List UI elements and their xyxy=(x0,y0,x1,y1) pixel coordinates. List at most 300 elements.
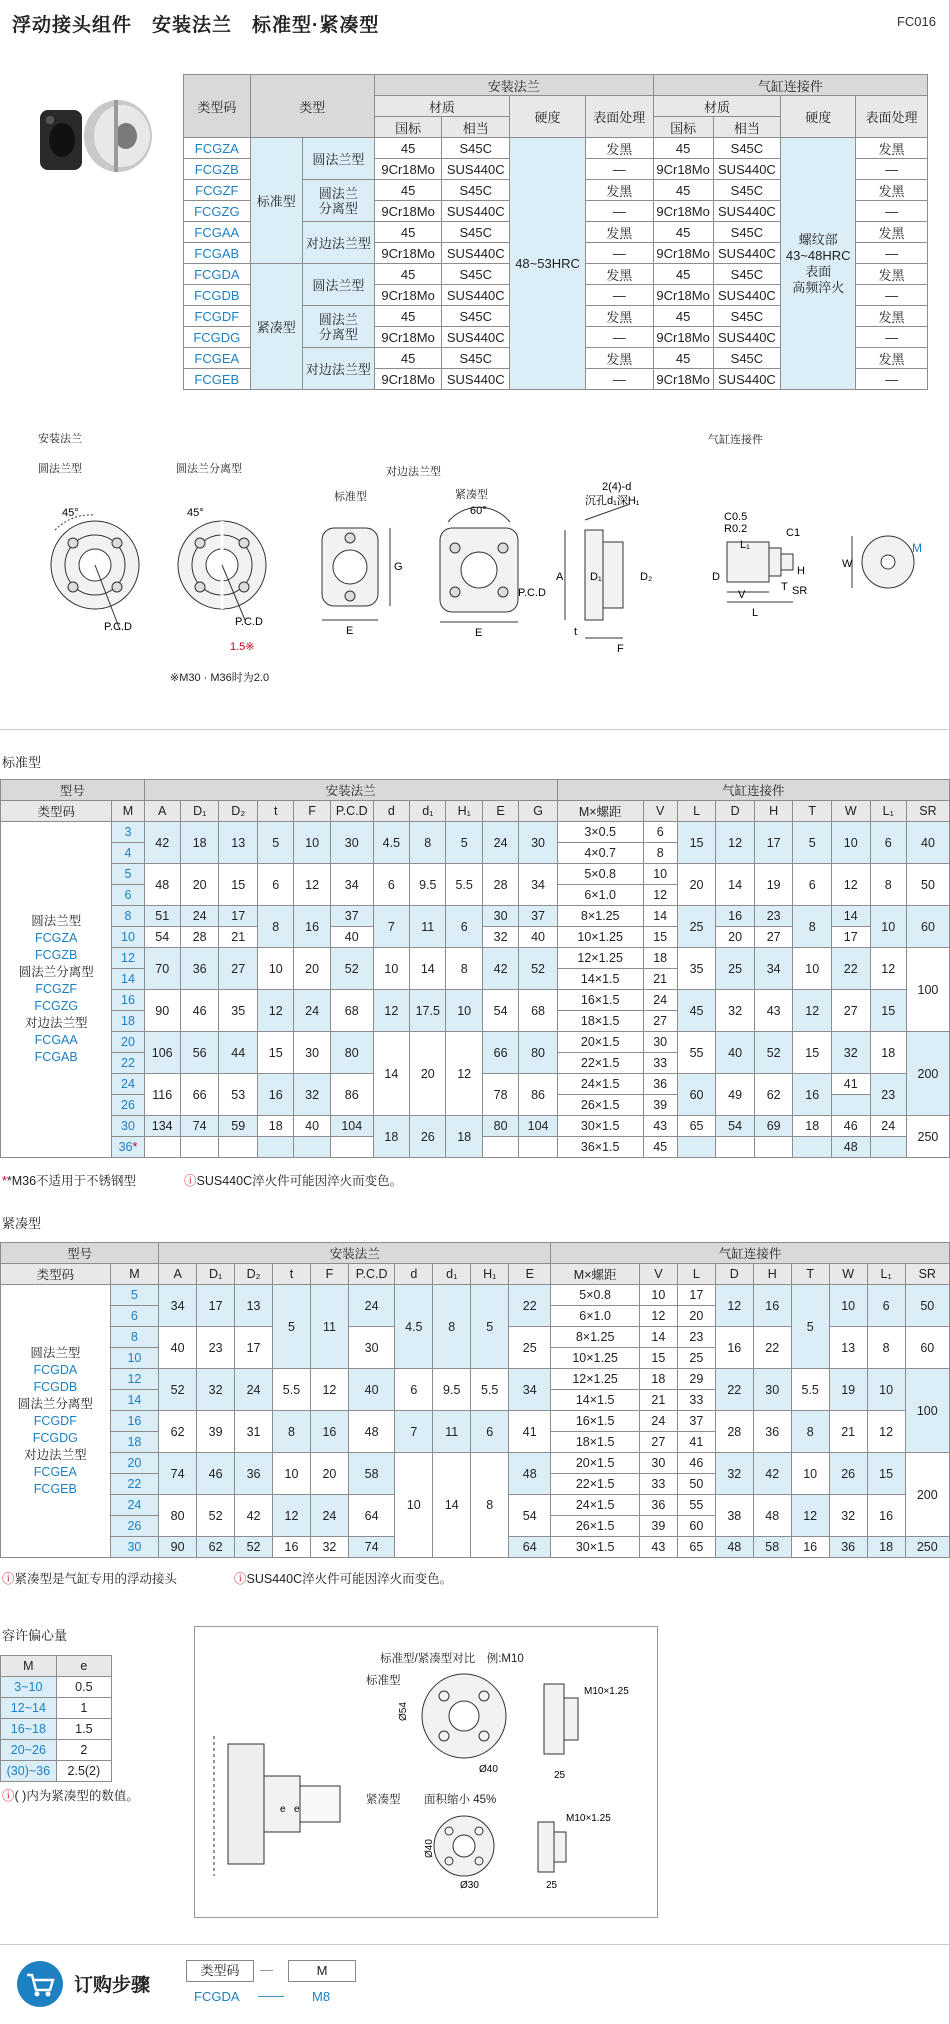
header-col: T xyxy=(793,801,832,822)
cell-T: 18 xyxy=(793,1116,832,1137)
header-type-code: 类型码 xyxy=(184,75,251,138)
cell-D1: 39 xyxy=(197,1411,235,1453)
header-col: d₁ xyxy=(433,1264,471,1285)
compact-note-1: ⓘ紧凑型是气缸专用的浮动接头 xyxy=(2,1572,178,1586)
cell-t: 8 xyxy=(273,1411,311,1453)
cell-T: 10 xyxy=(791,1453,829,1495)
cell-V: 27 xyxy=(639,1432,677,1453)
table-row xyxy=(1,948,950,969)
cell-G: 34 xyxy=(519,864,558,906)
cyl-surface: 发黑 xyxy=(856,222,928,243)
m-size: 6 xyxy=(110,1306,159,1327)
compact-section-label: 紧凑型 xyxy=(2,1216,42,1231)
table-header-row xyxy=(1,1264,950,1285)
cell-W: 48 xyxy=(831,1137,870,1158)
cell-D2: 52 xyxy=(235,1537,273,1558)
opp-flange-label: 对边法兰型 xyxy=(386,466,441,478)
type-code-link: FCGAA xyxy=(184,222,251,243)
type-code-link[interactable]: FCGZB xyxy=(35,948,78,962)
m-size: 5 xyxy=(110,1285,159,1306)
type-code-link[interactable]: FCGZF xyxy=(35,982,78,996)
cell-D1: 46 xyxy=(197,1453,235,1495)
V-label: V xyxy=(738,589,746,601)
material-equiv: SUS440C xyxy=(442,285,510,306)
cell-F xyxy=(294,1137,330,1158)
cell-L: 60 xyxy=(677,1074,716,1116)
header-col: P.C.D xyxy=(330,801,373,822)
gap-note: ※M30 · M36时为2.0 xyxy=(170,672,270,684)
d30-label: Ø30 xyxy=(460,1880,479,1891)
cell-H1: 8 xyxy=(446,948,482,990)
cell-V: 6 xyxy=(643,822,677,843)
header-col: W xyxy=(831,801,870,822)
cell-t: 5.5 xyxy=(273,1369,311,1411)
E-label-2: E xyxy=(475,627,483,639)
cell-T xyxy=(793,1137,832,1158)
cell-A: 80 xyxy=(159,1495,197,1537)
cell-L1: 12 xyxy=(870,948,906,990)
cell-H: 27 xyxy=(754,927,793,948)
cell-A: 106 xyxy=(144,1032,180,1074)
R02-label: R0.2 xyxy=(724,523,748,535)
ecc-m: 12~14 xyxy=(1,1698,57,1719)
cell-V: 14 xyxy=(639,1327,677,1348)
material-equiv: SUS440C xyxy=(442,369,510,390)
cell-F: 32 xyxy=(294,1074,330,1116)
cell-H: 17 xyxy=(754,822,793,864)
m-size: 14 xyxy=(110,1390,159,1411)
header-col: L₁ xyxy=(870,801,906,822)
cell-MP: 4×0.7 xyxy=(557,843,643,864)
type-spec-table xyxy=(183,74,928,390)
cell-V: 30 xyxy=(643,1032,677,1053)
D1-label: D₁ xyxy=(590,571,602,583)
m-size: 12 xyxy=(110,1369,159,1390)
type-code-link[interactable]: FCGZA xyxy=(35,931,78,945)
order-box-m: M xyxy=(288,1960,356,1982)
cell-d1: 8 xyxy=(433,1285,471,1369)
cell-L: 15 xyxy=(677,822,716,864)
header-col: SR xyxy=(905,1264,949,1285)
split-flange-label: 圆法兰分离型 xyxy=(176,463,242,475)
cell-d: 6 xyxy=(373,864,409,906)
m-size: 24 xyxy=(112,1074,144,1095)
cyl-surface: — xyxy=(856,243,928,264)
cyl-surface: 发黑 xyxy=(856,264,928,285)
cell-V: 33 xyxy=(639,1474,677,1495)
cyl-material-std: 9Cr18Mo xyxy=(653,369,713,390)
cyl-surface: 发黑 xyxy=(856,306,928,327)
cell-MP: 14×1.5 xyxy=(557,969,643,990)
cell-d: 7 xyxy=(373,906,409,948)
cyl-surface: — xyxy=(856,369,928,390)
cell-SR: 100 xyxy=(906,948,949,1032)
material-equiv: SUS440C xyxy=(442,243,510,264)
cell-F: 12 xyxy=(294,864,330,906)
header-cylinder: 气缸连接件 xyxy=(551,1243,950,1264)
cyl-surface: — xyxy=(856,201,928,222)
sub-opposite: 对边法兰型 xyxy=(302,348,374,390)
cell-L: 55 xyxy=(677,1495,715,1516)
material-std: 45 xyxy=(374,264,442,285)
cell-L: 55 xyxy=(677,1032,716,1074)
cell-W: 12 xyxy=(831,864,870,906)
type-code-link: FCGDG xyxy=(184,327,251,348)
material-std: 45 xyxy=(374,306,442,327)
type-code-link[interactable]: FCGAA xyxy=(34,1033,78,1047)
material-equiv: S45C xyxy=(442,306,510,327)
type-code-link[interactable]: FCGDB xyxy=(33,1379,78,1394)
table-row xyxy=(1,822,950,843)
cell-D2: 53 xyxy=(219,1074,258,1116)
cyl-material-equiv: S45C xyxy=(713,180,781,201)
cell-A: 48 xyxy=(144,864,180,906)
cell-SR: 200 xyxy=(906,1032,949,1116)
cell-W: 17 xyxy=(831,927,870,948)
cell-L: 29 xyxy=(677,1369,715,1390)
m-size: 20 xyxy=(110,1453,159,1474)
cell-H: 58 xyxy=(753,1537,791,1558)
cell-D1: 46 xyxy=(180,990,219,1032)
cell-PCD: 86 xyxy=(330,1074,373,1116)
cyl-material-equiv: SUS440C xyxy=(713,285,781,306)
type-code-link[interactable]: FCGDG xyxy=(32,1430,78,1445)
cell-L: 20 xyxy=(677,864,716,906)
W-label: W xyxy=(842,558,853,570)
surface: — xyxy=(585,159,653,180)
header-col: H₁ xyxy=(446,801,482,822)
cell-F: 24 xyxy=(294,990,330,1032)
cell-E: 32 xyxy=(482,927,518,948)
material-equiv: S45C xyxy=(442,180,510,201)
product-code: FC016 xyxy=(896,14,936,29)
cyl-surface: 发黑 xyxy=(856,180,928,201)
comparison-standard-label: 标准型 xyxy=(366,1675,401,1687)
cell-H: 22 xyxy=(753,1327,791,1369)
cyl-material-std: 45 xyxy=(653,138,713,159)
cell-A: 51 xyxy=(144,906,180,927)
type-code-link[interactable]: FCGEB xyxy=(33,1481,77,1496)
header-e: e xyxy=(56,1656,111,1677)
cell-t: 8 xyxy=(258,906,294,948)
cell-D1: 20 xyxy=(180,864,219,906)
cyl-material-std: 45 xyxy=(653,348,713,369)
cell-D2: 35 xyxy=(219,990,258,1032)
cell-d: 7 xyxy=(395,1411,433,1453)
m-size: 14 xyxy=(112,969,144,990)
cell-PCD: 40 xyxy=(330,927,373,948)
cell-SR: 250 xyxy=(905,1537,949,1558)
cell-H1: 6 xyxy=(471,1411,509,1453)
cell-MP: 12×1.25 xyxy=(551,1369,640,1390)
material-equiv: S45C xyxy=(442,222,510,243)
header-flange: 安装法兰 xyxy=(144,780,557,801)
cell-H: 23 xyxy=(754,906,793,927)
m-size: 10 xyxy=(110,1348,159,1369)
cell-V: 33 xyxy=(643,1053,677,1074)
type-code-link[interactable]: FCGEA xyxy=(33,1464,77,1479)
table-header-row xyxy=(1,1656,112,1677)
header-col: t xyxy=(273,1264,311,1285)
cyl-material-std: 45 xyxy=(653,222,713,243)
header-col: D₁ xyxy=(197,1264,235,1285)
cell-PCD: 37 xyxy=(330,906,373,927)
table-row xyxy=(1,990,950,1011)
table-row xyxy=(1,1698,112,1719)
m-size: 10 xyxy=(112,927,144,948)
material-equiv: SUS440C xyxy=(442,201,510,222)
cell-V: 15 xyxy=(643,927,677,948)
cell-d1: 14 xyxy=(433,1453,471,1558)
surface: — xyxy=(585,369,653,390)
cell-d1: 8 xyxy=(410,822,446,864)
header-col: V xyxy=(643,801,677,822)
cell-G: 37 xyxy=(519,906,558,927)
header-col: t xyxy=(258,801,294,822)
G-label: G xyxy=(394,561,403,573)
cell-V: 12 xyxy=(643,885,677,906)
cell-H: 42 xyxy=(753,1453,791,1495)
type-code-link: FCGDF xyxy=(184,306,251,327)
cell-MP: 14×1.5 xyxy=(551,1390,640,1411)
cell-t: 5 xyxy=(273,1285,311,1369)
type-name: 圆法兰分离型 xyxy=(17,1396,93,1411)
group-compact: 紧凑型 xyxy=(250,264,302,390)
cell-T: 5.5 xyxy=(791,1369,829,1411)
cell-F: 32 xyxy=(310,1537,348,1558)
sub-split: 圆法兰 分离型 xyxy=(302,306,374,348)
cell-A: 62 xyxy=(159,1411,197,1453)
table-row xyxy=(1,1761,112,1782)
header-col: D xyxy=(715,1264,753,1285)
cell-H: 36 xyxy=(753,1411,791,1453)
cell-E: 42 xyxy=(482,948,518,990)
cell-L: 23 xyxy=(677,1327,715,1348)
cell-D1: 24 xyxy=(180,906,219,927)
cell-MP: 6×1.0 xyxy=(551,1306,640,1327)
cell-d: 14 xyxy=(373,1032,409,1116)
cell-PCD: 24 xyxy=(348,1285,394,1327)
cell-PCD: 34 xyxy=(330,864,373,906)
cell-t: 12 xyxy=(258,990,294,1032)
d40-label-2: Ø40 xyxy=(424,1839,435,1858)
standard-dimension-table xyxy=(0,779,950,1158)
cell-SR: 50 xyxy=(905,1285,949,1327)
header-col: M×螺距 xyxy=(551,1264,640,1285)
cell-D2: 15 xyxy=(219,864,258,906)
cell-d1: 14 xyxy=(410,948,446,990)
surface: — xyxy=(585,285,653,306)
cell-L: 17 xyxy=(677,1285,715,1306)
sub-round: 圆法兰型 xyxy=(302,138,374,180)
cell-H1: 5.5 xyxy=(471,1369,509,1411)
counterbore-label: 沉孔d₁深H₁ xyxy=(585,495,640,507)
cell-PCD: 74 xyxy=(348,1537,394,1558)
cell-t: 10 xyxy=(273,1453,311,1495)
cell-H1: 8 xyxy=(471,1453,509,1558)
header-col: D₂ xyxy=(219,801,258,822)
header-col: d xyxy=(373,801,409,822)
cyl-material-std: 45 xyxy=(653,306,713,327)
order-example-m: M8 xyxy=(312,1989,331,2004)
cell-SR: 50 xyxy=(906,864,949,906)
header-h_std: 国标 xyxy=(653,117,713,138)
cell-L1: 8 xyxy=(870,864,906,906)
cyl-material-std: 9Cr18Mo xyxy=(653,285,713,306)
cell-D1: 52 xyxy=(197,1495,235,1537)
header-col: W xyxy=(829,1264,867,1285)
cell-W: 41 xyxy=(831,1074,870,1095)
type-code-link[interactable]: FCGZG xyxy=(34,999,79,1013)
header-material: 材质 xyxy=(374,96,509,117)
cell-T: 12 xyxy=(791,1495,829,1537)
cyl-surface: 发黑 xyxy=(856,138,928,159)
cell-D1: 36 xyxy=(180,948,219,990)
m-size: 16 xyxy=(112,990,144,1011)
group-standard: 标准型 xyxy=(250,138,302,264)
cell-F: 12 xyxy=(310,1369,348,1411)
cell-V: 12 xyxy=(639,1306,677,1327)
cell-L: 25 xyxy=(677,1348,715,1369)
SR-label: SR xyxy=(792,585,808,597)
cell-L1: 15 xyxy=(870,990,906,1032)
header-col: L₁ xyxy=(867,1264,905,1285)
cell-D xyxy=(716,1137,755,1158)
cell-V: 21 xyxy=(639,1390,677,1411)
cyl-material-equiv: S45C xyxy=(713,264,781,285)
order-example-type: FCGDA xyxy=(194,1989,240,2004)
cyl-surface: — xyxy=(856,285,928,306)
e-label-1: e xyxy=(280,1804,286,1815)
cell-E: 22 xyxy=(509,1285,551,1327)
table-row xyxy=(1,1411,950,1432)
cell-W: 13 xyxy=(829,1327,867,1369)
cell-D: 22 xyxy=(715,1369,753,1411)
cell-D2: 21 xyxy=(219,927,258,948)
cell-A xyxy=(144,1137,180,1158)
cell-A: 34 xyxy=(159,1285,197,1327)
cell-L: 60 xyxy=(677,1516,715,1537)
std-drawing-label: 标准型 xyxy=(334,491,367,503)
cell-L: 65 xyxy=(677,1116,716,1137)
material-std: 9Cr18Mo xyxy=(374,327,442,348)
cell-H1: 10 xyxy=(446,990,482,1032)
order-example-dash: —— xyxy=(258,1988,284,2003)
surface: 发黑 xyxy=(585,264,653,285)
cyl-material-equiv: S45C xyxy=(713,222,781,243)
cell-F: 16 xyxy=(310,1411,348,1453)
cell-D: 16 xyxy=(715,1327,753,1369)
cell-A: 70 xyxy=(144,948,180,990)
type-code-link[interactable]: FCGDA xyxy=(33,1362,78,1377)
m-size: 30 xyxy=(112,1116,144,1137)
surface: 发黑 xyxy=(585,180,653,201)
cell-V: 10 xyxy=(639,1285,677,1306)
cell-V: 18 xyxy=(639,1369,677,1390)
material-std: 45 xyxy=(374,180,442,201)
comparison-title: 标准型/紧凑型对比 例:M10 xyxy=(380,1653,524,1665)
type-list-cell xyxy=(1,1285,111,1558)
cell-W: 10 xyxy=(831,822,870,864)
m-size: 6 xyxy=(112,885,144,906)
compact-dimension-table xyxy=(0,1242,950,1558)
material-std: 45 xyxy=(374,348,442,369)
cyl-material-equiv: SUS440C xyxy=(713,201,781,222)
cyl-surface: — xyxy=(856,327,928,348)
flange-hardness: 48~53HRC xyxy=(510,138,586,390)
cell-MP: 8×1.25 xyxy=(551,1327,640,1348)
cell-d1: 26 xyxy=(410,1116,446,1158)
surface: 发黑 xyxy=(585,222,653,243)
cell-D2: 44 xyxy=(219,1032,258,1074)
ecc-m: (30)~36 xyxy=(1,1761,57,1782)
m-size: 24 xyxy=(110,1495,159,1516)
cell-H1: 18 xyxy=(446,1116,482,1158)
cell-H: 62 xyxy=(754,1074,793,1116)
cell-W: 22 xyxy=(831,948,870,990)
type-code-link[interactable]: FCGDF xyxy=(33,1413,77,1428)
material-std: 9Cr18Mo xyxy=(374,369,442,390)
cell-G xyxy=(519,1137,558,1158)
type-code-link[interactable]: FCGAB xyxy=(34,1050,78,1064)
sub-split: 圆法兰 分离型 xyxy=(302,180,374,222)
cell-G: 52 xyxy=(519,948,558,990)
cell-L1: 23 xyxy=(870,1074,906,1116)
cell-L: 33 xyxy=(677,1390,715,1411)
cell-G: 86 xyxy=(519,1074,558,1116)
cell-SR: 200 xyxy=(905,1453,949,1537)
cell-D2: 36 xyxy=(235,1453,273,1495)
table-row xyxy=(1,1369,950,1390)
cell-d: 10 xyxy=(373,948,409,990)
cell-D1: 32 xyxy=(197,1369,235,1411)
header-col: 类型码 xyxy=(1,1264,111,1285)
cell-D: 20 xyxy=(716,927,755,948)
type-code-link: FCGZG xyxy=(184,201,251,222)
type-name: 对边法兰型 xyxy=(24,1447,87,1462)
cell-D2: 13 xyxy=(219,822,258,864)
type-list-cell xyxy=(1,822,112,1158)
table-header-row xyxy=(184,75,928,96)
eccentricity-title: 容许偏心量 xyxy=(2,1628,68,1643)
table-row xyxy=(1,1116,950,1137)
cell-V: 45 xyxy=(643,1137,677,1158)
type-code-link: FCGDA xyxy=(184,264,251,285)
type-name: 圆法兰型 xyxy=(30,1345,81,1360)
cyl-material-equiv: S45C xyxy=(713,348,781,369)
surface: 发黑 xyxy=(585,348,653,369)
cell-L: 45 xyxy=(677,990,716,1032)
cell-H: 43 xyxy=(754,990,793,1032)
cell-D: 28 xyxy=(715,1411,753,1453)
cell-D: 16 xyxy=(716,906,755,927)
cell-MP: 5×0.8 xyxy=(557,864,643,885)
cell-L1: 10 xyxy=(867,1369,905,1411)
cell-H: 52 xyxy=(754,1032,793,1074)
cell-L: 46 xyxy=(677,1453,715,1474)
pcd-label-1: P.C.D xyxy=(104,621,132,633)
cell-PCD: 80 xyxy=(330,1032,373,1074)
F-label: F xyxy=(617,643,624,655)
cell-MP: 3×0.5 xyxy=(557,822,643,843)
header-col: T xyxy=(791,1264,829,1285)
H-label: H xyxy=(797,565,805,577)
cell-t: 10 xyxy=(258,948,294,990)
cell-L1: 18 xyxy=(867,1537,905,1558)
header-cylinder: 气缸连接件 xyxy=(653,75,927,96)
D-label: D xyxy=(712,571,720,583)
type-code-link: FCGZA xyxy=(184,138,251,159)
